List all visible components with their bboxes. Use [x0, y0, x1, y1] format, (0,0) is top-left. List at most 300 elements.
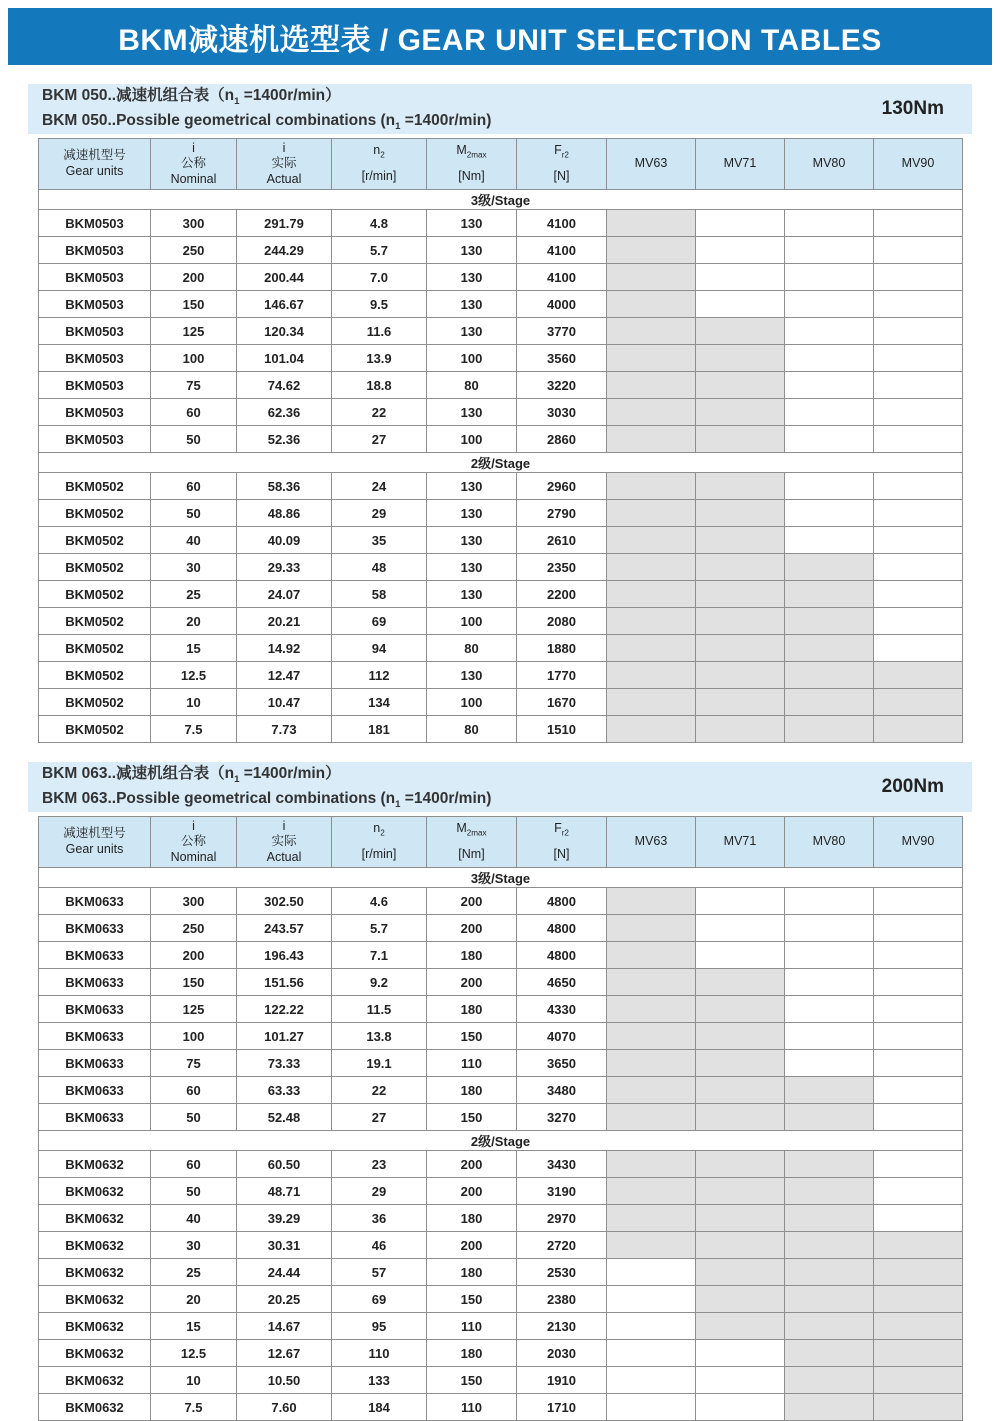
title-zh-pre: BKM 063..减速机组合表（n — [42, 764, 235, 782]
table-row — [39, 915, 963, 942]
stage-label: 2级/Stage — [39, 1131, 963, 1151]
fr2-value: 1910 — [517, 1367, 607, 1394]
motor-compat-cell-mv80 — [785, 915, 874, 942]
n2-value: 110 — [332, 1340, 427, 1367]
col-unit: [r/min] — [361, 169, 397, 184]
motor-compat-cell-mv90 — [874, 210, 963, 237]
i-nominal-value: 100 — [151, 1023, 237, 1050]
gear-unit-model: BKM0632 — [39, 1340, 151, 1367]
motor-compat-cell-mv71 — [696, 1367, 785, 1394]
fr2-value: 4000 — [517, 291, 607, 318]
motor-compat-cell-mv90 — [874, 345, 963, 372]
motor-compat-cell-mv71 — [696, 554, 785, 581]
motor-compat-cell-mv71 — [696, 318, 785, 345]
title-zh-sub: 1 — [234, 773, 240, 785]
motor-compat-cell-mv90 — [874, 1313, 963, 1340]
motor-compat-cell-mv90 — [874, 1232, 963, 1259]
gear-unit-model: BKM0502 — [39, 527, 151, 554]
gear-unit-model: BKM0502 — [39, 635, 151, 662]
fr2-value: 3770 — [517, 318, 607, 345]
m2max-value: 130 — [427, 473, 517, 500]
i-actual-value: 63.33 — [237, 1077, 332, 1104]
motor-compat-cell-mv90 — [874, 527, 963, 554]
col-header-i-nominal — [151, 817, 237, 868]
i-nominal-value: 50 — [151, 500, 237, 527]
m2max-value: 130 — [427, 291, 517, 318]
m2max-value: 100 — [427, 608, 517, 635]
m2max-value: 200 — [427, 969, 517, 996]
motor-compat-cell-mv71 — [696, 372, 785, 399]
col-symbol: $F_{r2}$ — [554, 821, 569, 838]
gear-unit-model: BKM0633 — [39, 969, 151, 996]
col-label-en: Actual — [266, 171, 302, 186]
motor-compat-cell-mv80 — [785, 264, 874, 291]
motor-compat-cell-mv63 — [607, 689, 696, 716]
gear-table-bkm063 — [38, 816, 963, 1421]
gear-unit-model: BKM0633 — [39, 1104, 151, 1131]
col-header-gear-units — [39, 139, 151, 190]
i-nominal-value: 200 — [151, 942, 237, 969]
m2max-value: 180 — [427, 1340, 517, 1367]
motor-compat-cell-mv63 — [607, 527, 696, 554]
fr2-value: 2130 — [517, 1313, 607, 1340]
i-actual-value: 30.31 — [237, 1232, 332, 1259]
column-header-row — [39, 817, 963, 868]
motor-compat-cell-mv63 — [607, 581, 696, 608]
motor-compat-cell-mv63 — [607, 942, 696, 969]
motor-compat-cell-mv90 — [874, 888, 963, 915]
motor-compat-cell-mv90 — [874, 1023, 963, 1050]
motor-compat-cell-mv63 — [607, 1259, 696, 1286]
col-header-fr2 — [517, 817, 607, 868]
gear-unit-model: BKM0503 — [39, 291, 151, 318]
motor-compat-cell-mv63 — [607, 662, 696, 689]
table-row — [39, 345, 963, 372]
col-symbol: i — [282, 140, 286, 155]
motor-compat-cell-mv80 — [785, 608, 874, 635]
n2-value: 57 — [332, 1259, 427, 1286]
fr2-value: 2720 — [517, 1232, 607, 1259]
title-en-post: =1400r/min) — [400, 112, 492, 129]
motor-compat-cell-mv63 — [607, 1232, 696, 1259]
motor-compat-cell-mv71 — [696, 581, 785, 608]
motor-compat-cell-mv80 — [785, 500, 874, 527]
i-nominal-value: 25 — [151, 581, 237, 608]
gear-unit-model: BKM0502 — [39, 473, 151, 500]
section-title-zh — [42, 84, 491, 110]
motor-compat-cell-mv71 — [696, 1232, 785, 1259]
motor-compat-cell-mv63 — [607, 1367, 696, 1394]
table-row — [39, 291, 963, 318]
fr2-value: 3480 — [517, 1077, 607, 1104]
motor-compat-cell-mv90 — [874, 426, 963, 453]
table-row — [39, 426, 963, 453]
page-banner — [8, 8, 992, 65]
motor-compat-cell-mv71 — [696, 426, 785, 453]
motor-compat-cell-mv63 — [607, 608, 696, 635]
table-row — [39, 399, 963, 426]
stage-separator-row — [39, 868, 963, 888]
i-actual-value: 10.50 — [237, 1367, 332, 1394]
gear-unit-model: BKM0503 — [39, 318, 151, 345]
n2-value: 133 — [332, 1367, 427, 1394]
table-row — [39, 969, 963, 996]
n2-value: 29 — [332, 1178, 427, 1205]
motor-compat-cell-mv80 — [785, 527, 874, 554]
m2max-value: 200 — [427, 1232, 517, 1259]
motor-compat-cell-mv80 — [785, 399, 874, 426]
col-header-mv63: MV63 — [607, 139, 696, 190]
m2max-value: 80 — [427, 635, 517, 662]
gear-unit-model: BKM0632 — [39, 1178, 151, 1205]
i-actual-value: 40.09 — [237, 527, 332, 554]
i-nominal-value: 75 — [151, 372, 237, 399]
n2-value: 58 — [332, 581, 427, 608]
stage-label: 3级/Stage — [39, 868, 963, 888]
fr2-value: 2610 — [517, 527, 607, 554]
i-actual-value: 62.36 — [237, 399, 332, 426]
motor-compat-cell-mv80 — [785, 1151, 874, 1178]
i-actual-value: 20.25 — [237, 1286, 332, 1313]
fr2-value: 4330 — [517, 996, 607, 1023]
motor-compat-cell-mv90 — [874, 1077, 963, 1104]
m2max-value: 200 — [427, 1151, 517, 1178]
table-row — [39, 716, 963, 743]
i-nominal-value: 60 — [151, 399, 237, 426]
fr2-value: 2790 — [517, 500, 607, 527]
table-row — [39, 1104, 963, 1131]
m2max-value: 180 — [427, 1077, 517, 1104]
motor-compat-cell-mv71 — [696, 1340, 785, 1367]
col-header-mv90: MV90 — [874, 817, 963, 868]
m2max-value: 100 — [427, 345, 517, 372]
col-label-en: Gear units — [65, 842, 124, 856]
col-header-fr2 — [517, 139, 607, 190]
motor-compat-cell-mv71 — [696, 716, 785, 743]
m2max-value: 110 — [427, 1394, 517, 1421]
motor-compat-cell-mv90 — [874, 500, 963, 527]
fr2-value: 3190 — [517, 1178, 607, 1205]
n2-value: 181 — [332, 716, 427, 743]
torque-rating: 200Nm — [881, 776, 944, 797]
n2-value: 5.7 — [332, 915, 427, 942]
i-nominal-value: 12.5 — [151, 662, 237, 689]
table-row — [39, 1050, 963, 1077]
i-actual-value: 73.33 — [237, 1050, 332, 1077]
motor-compat-cell-mv71 — [696, 1050, 785, 1077]
table-row — [39, 689, 963, 716]
col-label-en: Nominal — [170, 849, 217, 864]
n2-value: 35 — [332, 527, 427, 554]
motor-compat-cell-mv80 — [785, 1023, 874, 1050]
i-actual-value: 52.48 — [237, 1104, 332, 1131]
i-nominal-value: 200 — [151, 264, 237, 291]
n2-value: 5.7 — [332, 237, 427, 264]
col-symbol: $M_{2max}$ — [456, 821, 487, 838]
motor-compat-cell-mv71 — [696, 1023, 785, 1050]
col-header-i-nominal — [151, 139, 237, 190]
title-zh-post: =1400r/min） — [239, 764, 341, 782]
fr2-value: 3650 — [517, 1050, 607, 1077]
motor-compat-cell-mv90 — [874, 372, 963, 399]
title-en-sub: 1 — [395, 121, 401, 133]
i-nominal-value: 150 — [151, 291, 237, 318]
m2max-value: 150 — [427, 1023, 517, 1050]
n2-value: 22 — [332, 1077, 427, 1104]
section-titles — [42, 84, 491, 135]
m2max-value: 150 — [427, 1286, 517, 1313]
n2-value: 24 — [332, 473, 427, 500]
fr2-value: 1670 — [517, 689, 607, 716]
motor-compat-cell-mv80 — [785, 1178, 874, 1205]
table-row — [39, 1367, 963, 1394]
col-symbol: i — [192, 818, 195, 833]
motor-compat-cell-mv80 — [785, 942, 874, 969]
motor-compat-cell-mv71 — [696, 1286, 785, 1313]
col-label-zh: 公称 — [180, 834, 206, 849]
motor-compat-cell-mv71 — [696, 608, 785, 635]
motor-compat-cell-mv71 — [696, 635, 785, 662]
i-nominal-value: 12.5 — [151, 1340, 237, 1367]
gear-unit-model: BKM0632 — [39, 1394, 151, 1421]
i-actual-value: 29.33 — [237, 554, 332, 581]
motor-compat-cell-mv90 — [874, 996, 963, 1023]
m2max-value: 200 — [427, 1178, 517, 1205]
i-nominal-value: 20 — [151, 1286, 237, 1313]
motor-compat-cell-mv80 — [785, 318, 874, 345]
motor-compat-cell-mv80 — [785, 345, 874, 372]
col-unit: [Nm] — [458, 847, 485, 862]
table-row — [39, 1286, 963, 1313]
motor-compat-cell-mv90 — [874, 608, 963, 635]
i-actual-value: 48.71 — [237, 1178, 332, 1205]
title-zh-post: =1400r/min） — [239, 86, 341, 104]
m2max-value: 150 — [427, 1367, 517, 1394]
table-row — [39, 635, 963, 662]
gear-unit-model: BKM0503 — [39, 372, 151, 399]
fr2-value: 3220 — [517, 372, 607, 399]
i-actual-value: 7.73 — [237, 716, 332, 743]
motor-compat-cell-mv71 — [696, 1151, 785, 1178]
motor-compat-cell-mv90 — [874, 1205, 963, 1232]
motor-compat-cell-mv90 — [874, 473, 963, 500]
motor-compat-cell-mv90 — [874, 1151, 963, 1178]
section-title-en — [42, 787, 491, 813]
table-row — [39, 1232, 963, 1259]
motor-compat-cell-mv63 — [607, 915, 696, 942]
motor-compat-cell-mv63 — [607, 1205, 696, 1232]
gear-unit-model: BKM0502 — [39, 689, 151, 716]
col-symbol: i — [282, 818, 286, 833]
table-row — [39, 581, 963, 608]
motor-compat-cell-mv63 — [607, 399, 696, 426]
section-titles — [42, 762, 491, 813]
title-zh-sub: 1 — [234, 95, 240, 107]
motor-compat-cell-mv63 — [607, 1313, 696, 1340]
motor-compat-cell-mv80 — [785, 1205, 874, 1232]
i-nominal-value: 10 — [151, 1367, 237, 1394]
n2-value: 7.1 — [332, 942, 427, 969]
gear-unit-model: BKM0503 — [39, 345, 151, 372]
m2max-value: 130 — [427, 581, 517, 608]
m2max-value: 100 — [427, 689, 517, 716]
fr2-value: 2350 — [517, 554, 607, 581]
stage-separator-row — [39, 453, 963, 473]
fr2-value: 2530 — [517, 1259, 607, 1286]
n2-value: 36 — [332, 1205, 427, 1232]
motor-compat-cell-mv80 — [785, 1313, 874, 1340]
motor-compat-cell-mv63 — [607, 635, 696, 662]
i-actual-value: 24.44 — [237, 1259, 332, 1286]
gear-unit-model: BKM0632 — [39, 1286, 151, 1313]
col-unit: [N] — [553, 847, 570, 862]
i-nominal-value: 30 — [151, 554, 237, 581]
i-actual-value: 20.21 — [237, 608, 332, 635]
table-row — [39, 1023, 963, 1050]
col-label-zh: 实际 — [271, 834, 297, 849]
gear-unit-model: BKM0502 — [39, 716, 151, 743]
col-unit: [Nm] — [458, 169, 485, 184]
motor-compat-cell-mv80 — [785, 291, 874, 318]
i-nominal-value: 250 — [151, 915, 237, 942]
col-label-zh: 公称 — [180, 156, 206, 171]
table-row — [39, 1077, 963, 1104]
gear-unit-model: BKM0632 — [39, 1367, 151, 1394]
motor-compat-cell-mv63 — [607, 345, 696, 372]
m2max-value: 130 — [427, 237, 517, 264]
table-row — [39, 608, 963, 635]
col-header-mv63: MV63 — [607, 817, 696, 868]
motor-compat-cell-mv80 — [785, 1232, 874, 1259]
motor-compat-cell-mv71 — [696, 473, 785, 500]
gear-unit-model: BKM0633 — [39, 942, 151, 969]
i-actual-value: 12.47 — [237, 662, 332, 689]
table-section-bkm063 — [0, 762, 1000, 1421]
page-title: BKM减速机选型表 / GEAR UNIT SELECTION TABLES — [118, 23, 882, 57]
stage-separator-row — [39, 1131, 963, 1151]
motor-compat-cell-mv90 — [874, 662, 963, 689]
gear-unit-model: BKM0503 — [39, 264, 151, 291]
table-section-bkm050 — [0, 84, 1000, 743]
gear-unit-model: BKM0502 — [39, 554, 151, 581]
col-symbol: $n_2$ — [373, 821, 385, 838]
n2-value: 94 — [332, 635, 427, 662]
fr2-value: 4650 — [517, 969, 607, 996]
col-header-i-actual — [237, 139, 332, 190]
motor-compat-cell-mv63 — [607, 1286, 696, 1313]
n2-value: 11.5 — [332, 996, 427, 1023]
i-actual-value: 244.29 — [237, 237, 332, 264]
fr2-value: 1710 — [517, 1394, 607, 1421]
table-row — [39, 1205, 963, 1232]
motor-compat-cell-mv63 — [607, 1394, 696, 1421]
i-actual-value: 12.67 — [237, 1340, 332, 1367]
col-label-en: Actual — [266, 849, 302, 864]
n2-value: 184 — [332, 1394, 427, 1421]
title-en-post: =1400r/min) — [400, 790, 492, 807]
title-en-sub: 1 — [395, 799, 401, 811]
gear-unit-model: BKM0633 — [39, 1023, 151, 1050]
gear-unit-model: BKM0632 — [39, 1313, 151, 1340]
motor-compat-cell-mv80 — [785, 473, 874, 500]
i-actual-value: 146.67 — [237, 291, 332, 318]
n2-value: 18.8 — [332, 372, 427, 399]
col-header-i-actual — [237, 817, 332, 868]
n2-value: 9.5 — [332, 291, 427, 318]
motor-compat-cell-mv80 — [785, 1050, 874, 1077]
gear-unit-model: BKM0632 — [39, 1205, 151, 1232]
n2-value: 4.6 — [332, 888, 427, 915]
motor-compat-cell-mv63 — [607, 1023, 696, 1050]
stage-label: 3级/Stage — [39, 190, 963, 210]
fr2-value: 3560 — [517, 345, 607, 372]
table-row — [39, 372, 963, 399]
i-nominal-value: 10 — [151, 689, 237, 716]
n2-value: 69 — [332, 608, 427, 635]
motor-compat-cell-mv80 — [785, 554, 874, 581]
m2max-value: 130 — [427, 318, 517, 345]
table-row — [39, 1259, 963, 1286]
motor-compat-cell-mv80 — [785, 1367, 874, 1394]
gear-unit-model: BKM0633 — [39, 915, 151, 942]
motor-compat-cell-mv80 — [785, 716, 874, 743]
i-actual-value: 120.34 — [237, 318, 332, 345]
title-en-pre: BKM 063..Possible geometrical combinations (n — [42, 790, 396, 807]
motor-compat-cell-mv90 — [874, 689, 963, 716]
m2max-value: 180 — [427, 1259, 517, 1286]
motor-compat-cell-mv71 — [696, 915, 785, 942]
section-header-bkm063 — [28, 762, 972, 812]
m2max-value: 130 — [427, 264, 517, 291]
motor-compat-cell-mv71 — [696, 1313, 785, 1340]
n2-value: 9.2 — [332, 969, 427, 996]
n2-value: 112 — [332, 662, 427, 689]
i-nominal-value: 60 — [151, 1077, 237, 1104]
i-actual-value: 74.62 — [237, 372, 332, 399]
motor-compat-cell-mv80 — [785, 635, 874, 662]
motor-compat-cell-mv71 — [696, 1394, 785, 1421]
i-actual-value: 24.07 — [237, 581, 332, 608]
motor-compat-cell-mv63 — [607, 426, 696, 453]
i-actual-value: 243.57 — [237, 915, 332, 942]
fr2-value: 2860 — [517, 426, 607, 453]
m2max-value: 80 — [427, 372, 517, 399]
fr2-value: 4070 — [517, 1023, 607, 1050]
i-actual-value: 101.04 — [237, 345, 332, 372]
gear-unit-model: BKM0632 — [39, 1232, 151, 1259]
m2max-value: 180 — [427, 996, 517, 1023]
table-row — [39, 888, 963, 915]
i-nominal-value: 50 — [151, 426, 237, 453]
section-header-bkm050 — [28, 84, 972, 134]
n2-value: 23 — [332, 1151, 427, 1178]
table-row — [39, 1313, 963, 1340]
table-row — [39, 473, 963, 500]
motor-compat-cell-mv63 — [607, 1151, 696, 1178]
motor-compat-cell-mv71 — [696, 1077, 785, 1104]
col-header-mv71: MV71 — [696, 139, 785, 190]
table-row — [39, 318, 963, 345]
motor-compat-cell-mv63 — [607, 372, 696, 399]
i-nominal-value: 20 — [151, 608, 237, 635]
n2-value: 29 — [332, 500, 427, 527]
i-nominal-value: 125 — [151, 996, 237, 1023]
gear-unit-model: BKM0633 — [39, 1050, 151, 1077]
motor-compat-cell-mv90 — [874, 1286, 963, 1313]
motor-compat-cell-mv90 — [874, 264, 963, 291]
motor-compat-cell-mv71 — [696, 996, 785, 1023]
col-symbol: $n_2$ — [373, 143, 385, 160]
